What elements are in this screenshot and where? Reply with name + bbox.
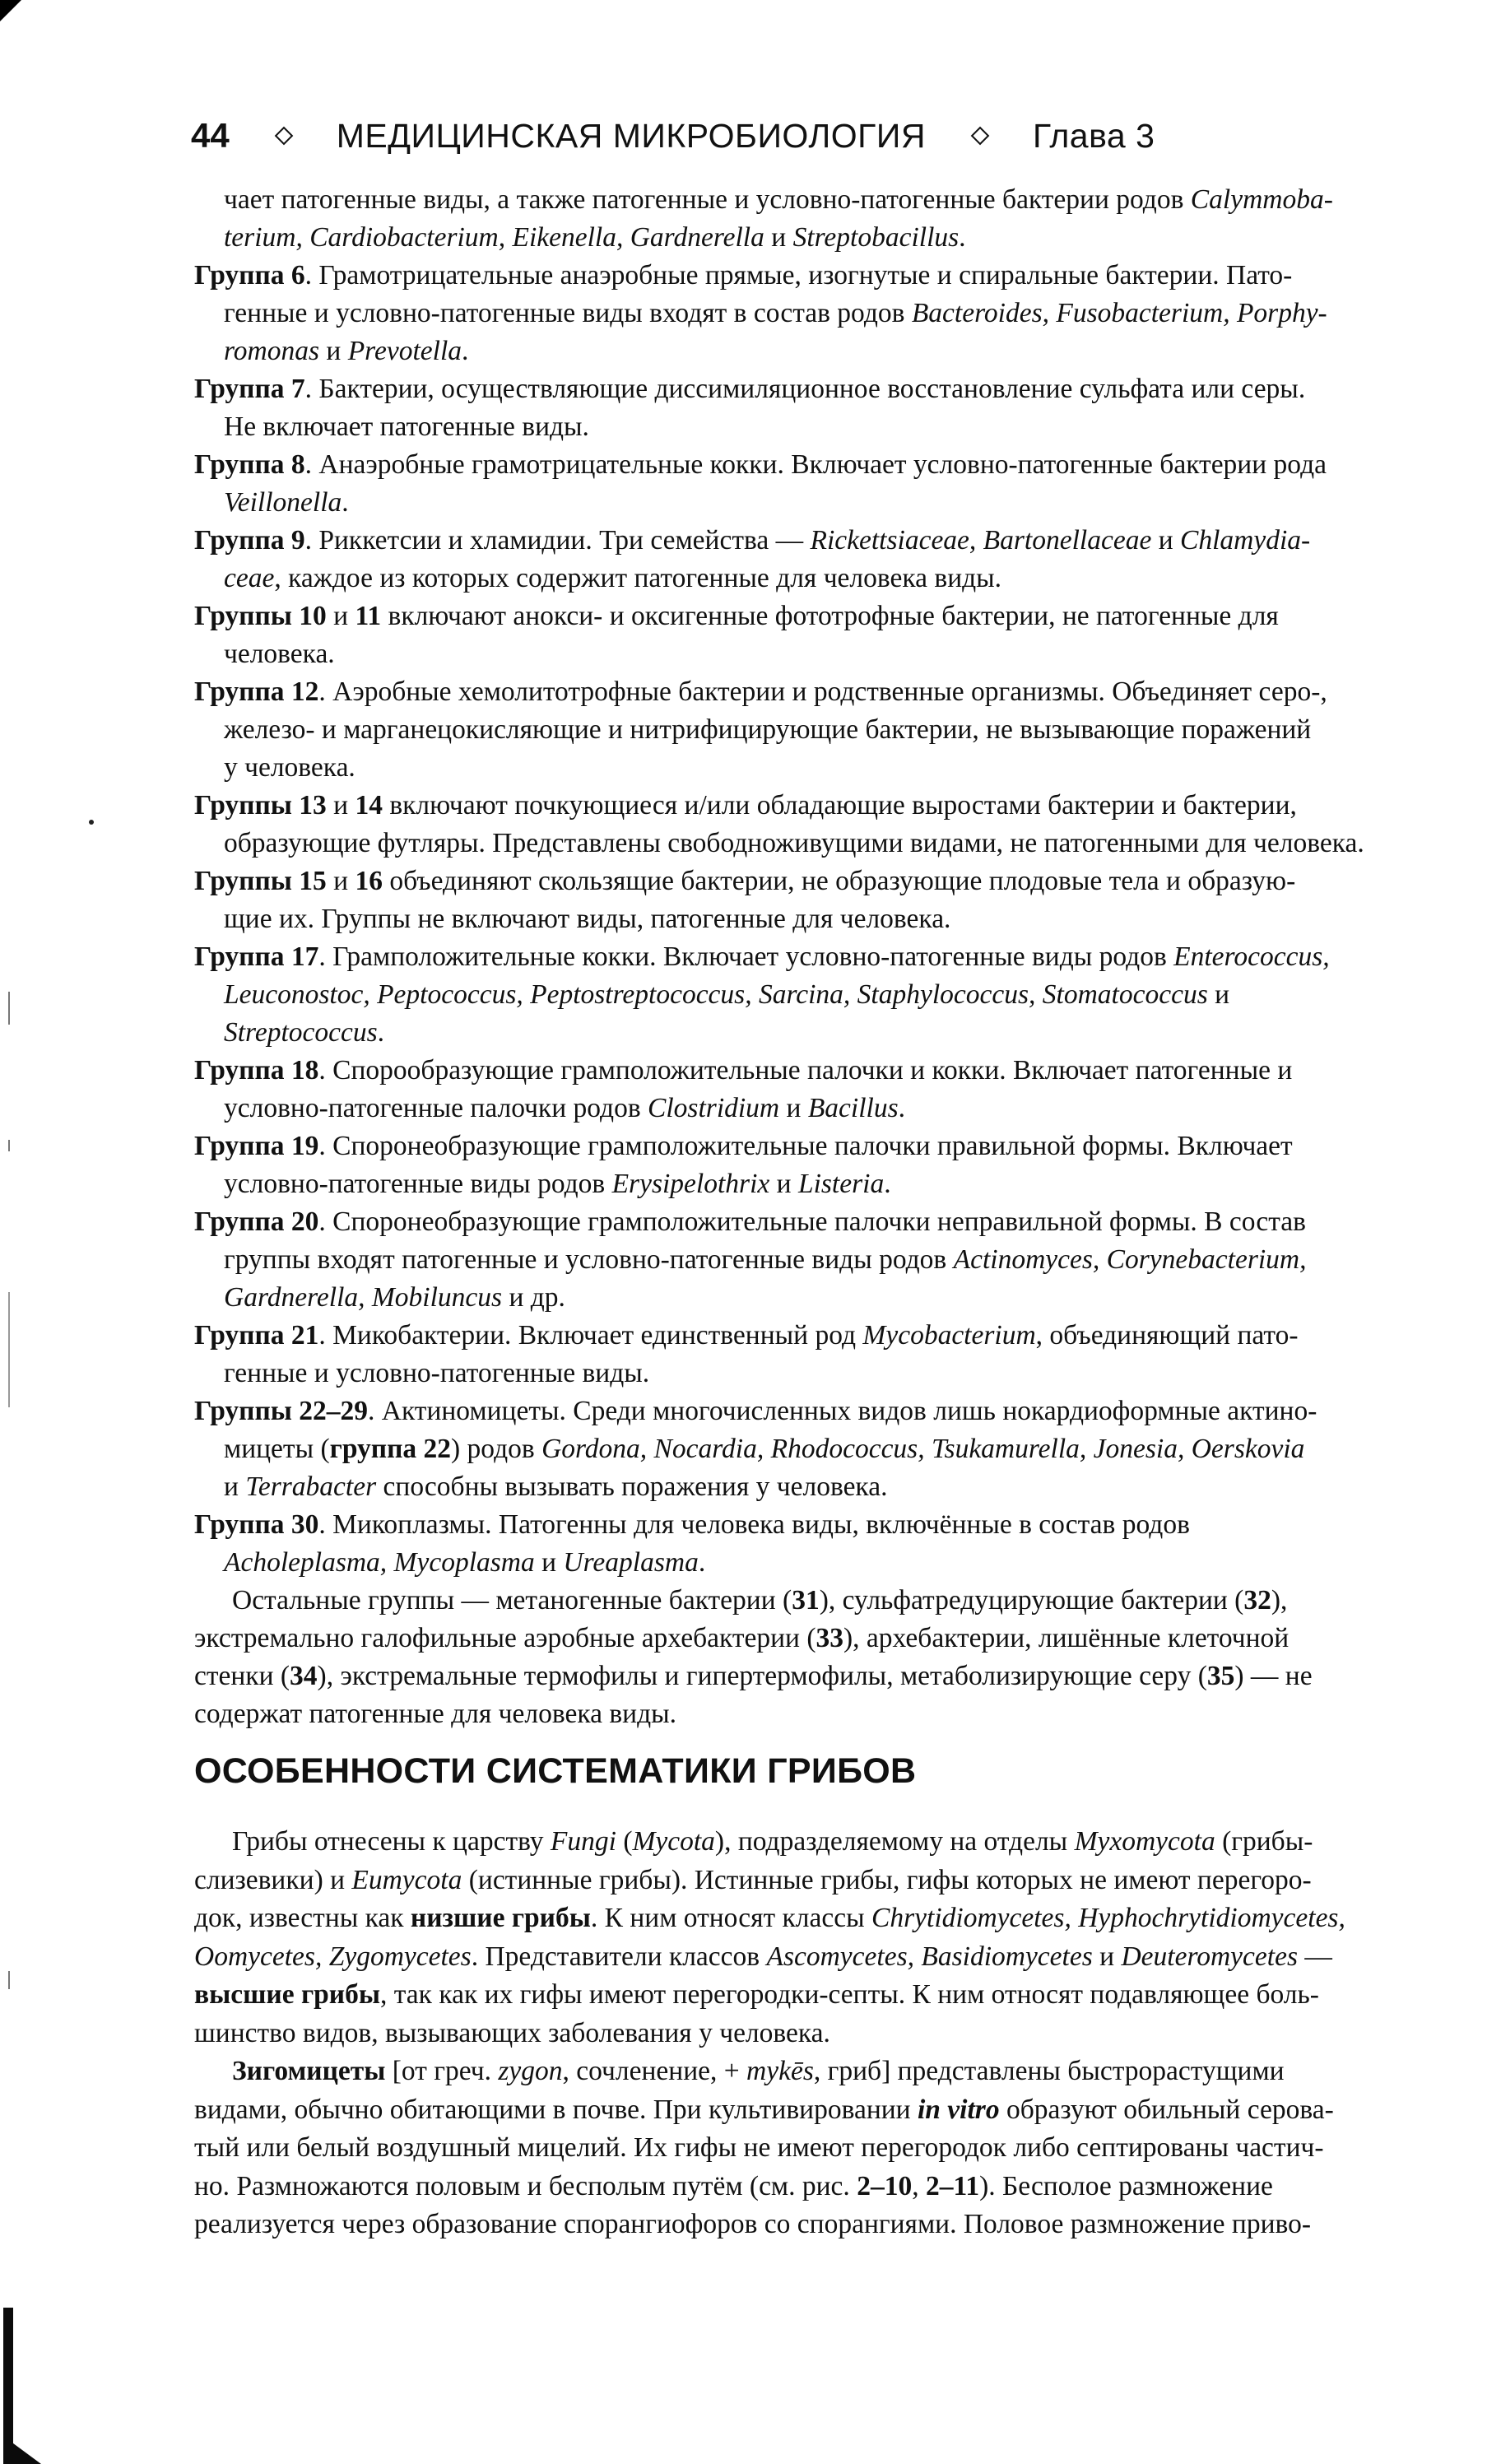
diamond-icon [274,127,293,146]
group-20-entry: Группа 20. Споронеобразующие грамположительные палочки неправильной формы. В состав [194,1206,1306,1237]
scan-speck [8,992,10,1025]
text-line: генные и условно-патогенные виды входят в состав родов Bacteroides, Fusobacterium, Porphy- [224,298,1327,328]
text-line: генные и условно-патогенные виды. [224,1358,650,1388]
group-7-entry: Группа 7. Бактерии, осуществляющие диссимиляционное восстановление сульфата или серы. [194,374,1306,404]
text-line: Acholeplasma, Mycoplasma и Ureaplasma. [224,1547,706,1578]
diamond-icon [971,127,990,146]
text-line: и Terrabacter способны вызывать поражения у человека. [224,1471,888,1502]
text-line: Streptococcus. [224,1017,385,1048]
group-8-entry: Группа 8. Анаэробные грамотрицательные кокки. Включает условно-патогенные бактерии рода [194,449,1327,480]
text-line: шинство видов, вызывающих заболевания у человека. [194,2017,830,2048]
group-15-16-entry: Группы 15 и 16 объединяют скользящие бактерии, не образующие плодовые тела и образую- [194,866,1296,896]
text-line: тый или белый воздушный мицелий. Их гифы не имеют перегородок либо септированы частич- [194,2132,1324,2163]
text-line: чает патогенные виды, а также патогенные и условно-патогенные бактерии родов Calymmoba- [224,184,1333,215]
scan-speck [8,1292,10,1407]
text-line: человека. [224,639,335,669]
group-12-entry: Группа 12. Аэробные хемолитотрофные бактерии и родственные организмы. Объединяет серо-, [194,676,1327,707]
zygomycetes-paragraph: Зигомицеты [от греч. zygon, сочленение, + mykēs, гриб] представлены быстрорастущими [232,2056,1285,2086]
group-6-entry: Группа 6. Грамотрицательные анаэробные прямые, изогнутые и спиральные бактерии. Пато- [194,260,1293,291]
text-line: условно-патогенные палочки родов Clostridium и Bacillus. [224,1093,905,1123]
running-title: МЕДИЦИНСКАЯ МИКРОБИОЛОГИЯ [336,116,926,155]
text-line: группы входят патогенные и условно-патогенные виды родов Actinomyces, Corynebacterium, [224,1244,1307,1275]
text-line: Gardnerella, Mobiluncus и др. [224,1282,565,1313]
group-18-entry: Группа 18. Спорообразующие грамположительные палочки и кокки. Включает патогенные и [194,1055,1293,1086]
text-line: Leuconostoc, Peptococcus, Peptostreptococcus, Sarcina, Staphylococcus, Stomatococcus и [224,979,1230,1010]
text-line: экстремально галофильные аэробные архебактерии (33), архебактерии, лишённые клеточной [194,1623,1290,1653]
remaining-groups-paragraph: Остальные группы — метаногенные бактерии (31), сульфатредуцирующие бактерии (32), [232,1585,1288,1616]
running-header [191,115,1343,156]
group-22-29-entry: Группы 22–29. Актиномицеты. Среди многочисленных видов лишь нокардиоформные актино- [194,1396,1317,1426]
fungi-paragraph: Грибы отнесены к царству Fungi (Mycota), подразделяемому на отделы Myxomycota (грибы- [232,1826,1313,1857]
text-line: но. Размножаются половым и бесполым путём (см. рис. 2–10, 2–11). Бесполое размножение [194,2170,1273,2201]
chapter-label: Глава 3 [1032,116,1155,155]
text-line: Veillonella. [224,487,349,518]
text-line: высшие грибы, так как их гифы имеют перегородки-септы. К ним относят подавляющее боль- [194,1979,1319,2010]
group-21-entry: Группа 21. Микобактерии. Включает единственный род Mycobacterium, объединяющий пато- [194,1320,1299,1351]
group-17-entry: Группа 17. Грамположительные кокки. Включает условно-патогенные виды родов Enterococcus, [194,941,1330,972]
text-line: образующие футляры. Представлены свободноживущими видами, не патогенными для человека. [224,828,1364,858]
scan-corner-mark [0,0,21,21]
group-30-entry: Группа 30. Микоплазмы. Патогенны для человека виды, включённые в состав родов [194,1509,1190,1540]
page-number: 44 [191,116,230,155]
text-line: содержат патогенные для человека виды. [194,1699,677,1729]
text-line: слизевики) и Eumycota (истинные грибы). Истинные грибы, гифы которых не имеют перегоро- [194,1864,1312,1895]
text-line: у человека. [224,752,355,783]
section-heading: ОСОБЕННОСТИ СИСТЕМАТИКИ ГРИБОВ [194,1751,917,1791]
text-line: Oomycetes, Zygomycetes. Представители классов Ascomycetes, Basidiomycetes и Deuteromycetes — [194,1941,1332,1972]
bacteria-groups-list [194,181,1487,1733]
text-line: romonas и Prevotella. [224,336,469,366]
text-line: железо- и марганецокисляющие и нитрифицирующие бактерии, не вызывающие поражений [224,714,1312,745]
text-line: Не включает патогенные виды. [224,411,589,442]
scan-dot [89,820,94,825]
text-line: видами, обычно обитающими в почве. При культивировании in vitro образуют обильный серова- [194,2094,1334,2125]
text-line: реализуется через образование спорангиофоров со спорангиями. Половое размножение приво- [194,2209,1311,2239]
text-line: мицеты (группа 22) родов Gordona, Nocardia, Rhodococcus, Tsukamurella, Jonesia, Oerskovia [224,1434,1305,1464]
text-line: terium, Cardiobacterium, Eikenella, Gardnerella и Streptobacillus. [224,222,966,253]
text-line: условно-патогенные виды родов Erysipelothrix и Listeria. [224,1169,891,1199]
group-10-11-entry: Группы 10 и 11 включают анокси- и оксигенные фототрофные бактерии, не патогенные для [194,601,1279,631]
group-13-14-entry: Группы 13 и 14 включают почкующиеся и/или обладающие выростами бактерии и бактерии, [194,790,1297,821]
scan-speck [8,1971,10,1989]
text-line: док, известны как низшие грибы. К ним относят классы Chrytidiomycetes, Hyphochrytidiomycetes, [194,1903,1345,1933]
fungi-section-body [194,1823,1487,2244]
text-line: щие их. Группы не включают виды, патогенные для человека. [224,904,951,934]
group-9-entry: Группа 9. Риккетсии и хламидии. Три семейства — Rickettsiaceae, Bartonellaceae и Chlamydia- [194,525,1311,556]
page-spine-shadow [0,2308,43,2464]
group-19-entry: Группа 19. Споронеобразующие грамположительные палочки правильной формы. Включает [194,1131,1293,1161]
text-line: стенки (34), экстремальные термофилы и гипертермофилы, метаболизирующие серу (35) — не [194,1661,1313,1691]
scan-speck [8,1140,10,1151]
text-line: ceae, каждое из которых содержит патогенные для человека виды. [224,563,1002,593]
